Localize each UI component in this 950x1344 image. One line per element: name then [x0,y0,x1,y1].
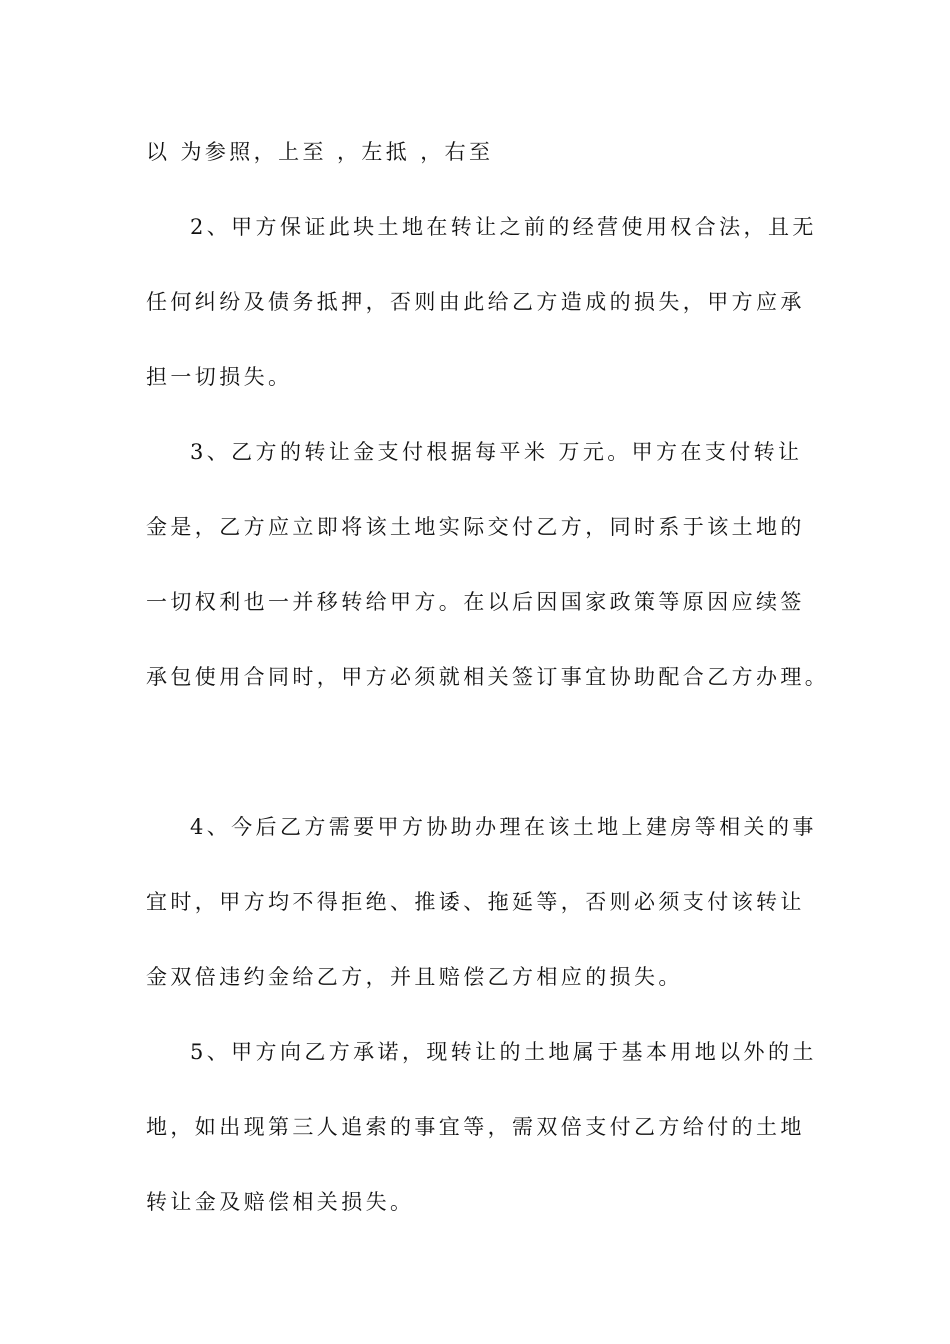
clause-3-line-1: 3、乙方的转让金支付根据每平米 万元。甲方在支付转让 [190,440,803,464]
clause-5-line-2: 地，如出现第三人追索的事宜等，需双倍支付乙方给付的土地 [146,1115,805,1139]
clause-3-line-3: 一切权利也一并移转给甲方。在以后因国家政策等原因应续签 [146,590,805,614]
clause-5-line-1: 5、甲方向乙方承诺，现转让的土地属于基本用地以外的土 [190,1040,817,1064]
clause-4-line-3: 金双倍违约金给乙方，并且赔偿乙方相应的损失。 [146,965,683,989]
clause-3-line-2: 金是，乙方应立即将该土地实际交付乙方，同时系于该土地的 [146,515,805,539]
clause-5-line-3: 转让金及赔偿相关损失。 [146,1190,415,1214]
clause-4-line-2: 宜时，甲方均不得拒绝、推诿、拖延等，否则必须支付该转让 [146,890,805,914]
clause-2-line-2: 任何纠纷及债务抵押，否则由此给乙方造成的损失，甲方应承 [146,290,805,314]
text-line-1: 以 为参照，上至 ，左抵 ，右至 [146,140,494,164]
clause-4-line-1: 4、今后乙方需要甲方协助办理在该土地上建房等相关的事 [190,815,817,839]
clause-2-line-3: 担一切损失。 [146,365,293,389]
clause-2-line-1: 2、甲方保证此块土地在转让之前的经营使用权合法，且无 [190,215,817,239]
clause-3-line-4: 承包使用合同时，甲方必须就相关签订事宜协助配合乙方办理。 [146,665,830,689]
